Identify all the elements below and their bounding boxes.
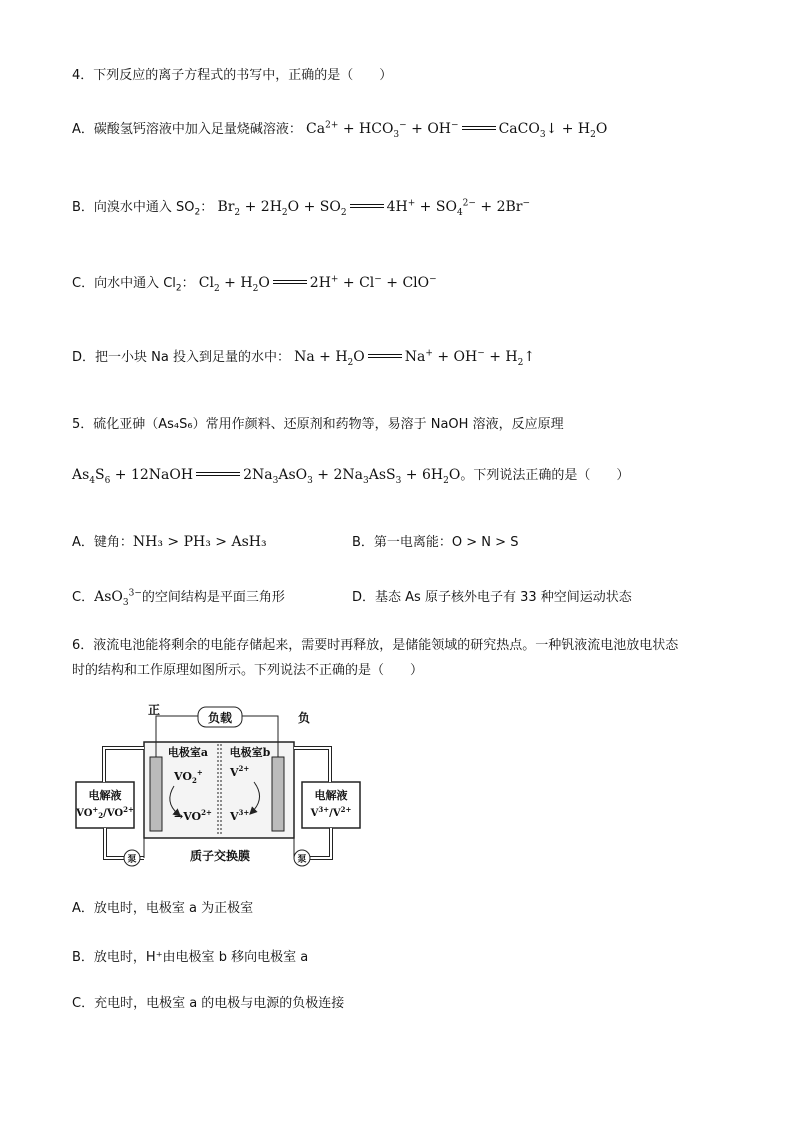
q4-option-a xyxy=(72,118,608,140)
electrolyte-left-species: $VO^+_2/VO^{2+}$ xyxy=(76,805,134,820)
q5-option-a xyxy=(72,531,267,550)
electrolyte-right-label: 电解液 xyxy=(314,789,348,802)
q5-option-c xyxy=(72,586,285,608)
species-v2plus: $V^{2+}$ xyxy=(230,764,250,779)
negative-label: 负 xyxy=(297,711,311,725)
q4-option-a-equation: $Ca^{2+} + HCO_3^- + OH^-$ CaCO$_3$↓ + $H_2O$ xyxy=(306,120,608,140)
q6-option-a: A．放电时，电极室 a 为正极室 xyxy=(72,901,254,916)
species-v3plus: $V^{3+}$ xyxy=(230,808,250,823)
q5-stem: 5．硫化亚砷（As₄S₆）常用作颜料、还原剂和药物等，易溶于 NaOH 溶液，反应原理 xyxy=(72,417,564,432)
pipe-left-top xyxy=(104,748,144,782)
room-b-label: 电极室b xyxy=(229,746,271,759)
q4-option-c-label: C．向水中通入 $Cl_2$： xyxy=(72,276,195,294)
q5-option-a-label: A．键角： xyxy=(72,535,133,550)
q5-reaction-equation: $As_4S_6$ + 12NaOH $2Na_3AsO_3 + 2Na_3AsS_3 + 6H_2O$ xyxy=(72,467,461,486)
q4-option-b-equation: $Br_2 + 2H_2O + SO_2$ $4H^+ + SO_4^{2-} + 2Br^-$ xyxy=(217,198,531,218)
q6-option-c: C．充电时，电极室 a 的电极与电源的负极连接 xyxy=(72,996,345,1011)
pipe-right-top xyxy=(294,748,330,782)
q5-reaction-tail: 。下列说法正确的是（ ） xyxy=(460,468,630,483)
load-label: 负载 xyxy=(207,711,233,725)
flow-battery-diagram xyxy=(74,702,364,874)
electrode-b xyxy=(272,757,284,831)
q6-stem-line2: 时的结构和工作原理如图所示。下列说法不正确的是（ ） xyxy=(72,663,424,678)
electrolyte-left-label: 电解液 xyxy=(88,789,122,802)
pump-right-label: 泵 xyxy=(297,855,307,865)
q4-option-c xyxy=(72,272,437,294)
q5-reaction xyxy=(72,464,630,486)
q4-option-b-label: B．向溴水中通入 $SO_2$： xyxy=(72,200,214,218)
q4-option-c-equation: $Cl_2 + H_2O$ 2H+ + Cl− + ClO− xyxy=(198,274,437,294)
q4-option-d-equation: $Na + H_2O$ $Na^+ + OH^- + H_2↑$ xyxy=(294,348,536,368)
q5-option-c-label: C． xyxy=(72,590,95,605)
positive-label: 正 xyxy=(147,703,161,717)
q4-option-d-label: D．把一小块 Na 投入到足量的水中： xyxy=(72,350,290,365)
electrolyte-right-species: $V^{3+}/V^{2+}$ xyxy=(310,805,352,819)
q5-option-a-formula: NH₃ > PH₃ > AsH₃ xyxy=(132,534,267,550)
q4-stem: 4．下列反应的离子方程式的书写中，正确的是（ ） xyxy=(72,68,393,83)
q4-option-b xyxy=(72,196,531,218)
pump-left-label: 泵 xyxy=(127,855,137,865)
q6-option-b: B．放电时，H⁺由电极室 b 移向电极室 a xyxy=(72,950,309,965)
q5-option-c-formula: AsO$_3^{3-}$ xyxy=(94,588,142,608)
q5-option-d: D．基态 As 原子核外电子有 33 种空间运动状态 xyxy=(352,590,632,605)
electrode-a xyxy=(150,757,162,831)
q4-option-d xyxy=(72,346,536,368)
membrane-label: 质子交换膜 xyxy=(189,849,251,863)
species-vo2-plus: $VO_2^+$ xyxy=(174,768,203,785)
q6-stem-line1: 6．液流电池能将剩余的电能存储起来，需要时再释放，是储能领域的研究热点。一种钒液流电池放电状态 xyxy=(72,638,679,653)
species-vo2-plus-product: $\to VO^{2+}$ xyxy=(174,808,212,823)
q4-option-a-label: A．碳酸氢钙溶液中加入足量烧碱溶液： xyxy=(72,122,302,137)
q5-option-c-tail: 的空间结构是平面三角形 xyxy=(141,590,285,605)
room-a-label: 电极室a xyxy=(167,746,209,759)
q5-option-b: B．第一电离能：O > N > S xyxy=(352,535,519,550)
